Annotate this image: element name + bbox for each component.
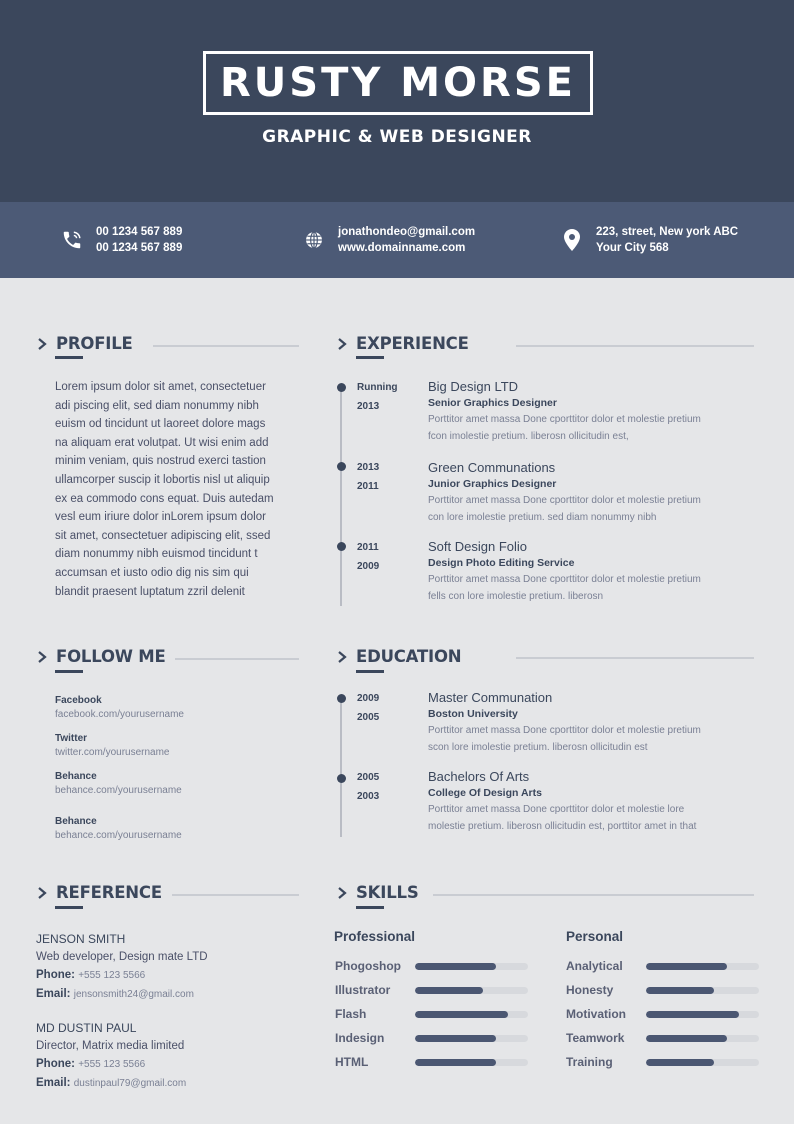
education-date [357, 689, 379, 727]
follow-url[interactable]: behance.com/yourusername [55, 830, 182, 841]
phone-icon [60, 228, 84, 252]
chevron-right-icon [336, 649, 348, 665]
profile-line: na aliquam erat volutpat. Ut wisi enim add [55, 436, 269, 449]
experience-underline [356, 356, 384, 359]
profile-line: accumsan et iusto odio dig nis sim qui [55, 566, 249, 579]
experience-entry [428, 378, 758, 445]
chevron-right-icon [36, 649, 48, 665]
follow-url[interactable]: behance.com/yourusername [55, 785, 182, 796]
entry-title: Bachelors Of Arts [428, 769, 530, 784]
skill-name: Teamwork [566, 1031, 625, 1045]
experience-date [357, 378, 398, 416]
entry-title: Soft Design Folio [428, 539, 527, 554]
chevron-right-icon [36, 885, 48, 901]
email-label: Email: [36, 1077, 71, 1089]
location-pin-icon [560, 228, 584, 252]
reference-underline [55, 906, 83, 909]
skill-bar-fill [415, 1011, 508, 1018]
experience-heading [336, 334, 469, 353]
follow-item-behance-2[interactable] [55, 815, 182, 843]
follow-heading [36, 647, 166, 666]
skill-bar-track [415, 987, 528, 994]
skill-bar-track [646, 963, 759, 970]
entry-desc: fells con lore imolestie pretium. liberosn [428, 591, 604, 602]
date-end: Running [357, 382, 398, 393]
entry-subtitle: College Of Design Arts [428, 787, 542, 799]
skill-name: Motivation [566, 1007, 626, 1021]
profile-line: minim veniam, quis nostrud exerci tastion [55, 455, 266, 468]
skill-row [335, 956, 528, 976]
skill-bar-track [646, 1059, 759, 1066]
job-title: GRAPHIC & WEB DESIGNER [262, 127, 532, 147]
reference-role: Web developer, Design mate LTD [36, 951, 208, 963]
experience-date [357, 458, 379, 496]
skill-bar-fill [646, 987, 714, 994]
skill-bar-fill [646, 1011, 739, 1018]
education-heading [336, 647, 461, 666]
profile-line: vesl eum iriure dolor inLorem ipsum dolor [55, 511, 266, 524]
skill-name: Honesty [566, 983, 614, 997]
skill-bar-track [646, 1011, 759, 1018]
reference-item [36, 930, 208, 1004]
education-timeline [340, 697, 342, 837]
entry-desc: scon lore imolestie pretium. liberosn ollicitudin est [428, 742, 648, 753]
profile-heading [36, 334, 133, 353]
email-label: Email: [36, 988, 71, 1000]
contact-website: www.domainname.com [338, 242, 466, 254]
profile-underline [55, 356, 83, 359]
skill-row [566, 1028, 759, 1048]
follow-url[interactable]: facebook.com/yourusername [55, 709, 184, 720]
name-box [203, 51, 593, 115]
entry-subtitle: Junior Graphics Designer [428, 478, 557, 490]
entry-title: Master Communation [428, 690, 553, 705]
reference-name: MD DUSTIN PAUL [36, 1021, 137, 1035]
contact-bar [0, 202, 794, 278]
experience-date [357, 538, 379, 576]
skill-name: Indesign [335, 1031, 385, 1045]
skill-name: Phogoshop [335, 959, 401, 973]
contact-web [302, 224, 475, 256]
contact-address-2: Your City 568 [596, 242, 669, 254]
skill-bar-track [415, 1035, 528, 1042]
profile-line: ullamcorper suscip it lobortis nisl ut aliquip [55, 473, 270, 486]
date-start: 2011 [357, 481, 379, 492]
contact-phone-2: 00 1234 567 889 [96, 242, 183, 254]
entry-desc: Porttitor amet massa Done cporttitor dolor et molestie pretium [428, 495, 701, 506]
timeline-dot [337, 462, 346, 471]
date-end: 2005 [357, 772, 380, 783]
skills-rule [433, 894, 754, 896]
follow-label: Behance [55, 771, 97, 782]
skills-title: SKILLS [356, 883, 419, 902]
profile-line: adi piscing elit, sed diam nonummy nibh [55, 399, 259, 412]
entry-subtitle: Boston University [428, 708, 518, 720]
contact-phone [60, 224, 182, 256]
follow-item-behance[interactable] [55, 770, 182, 798]
reference-heading [36, 883, 162, 902]
entry-desc: Porttitor amet massa Done cporttitor dolor et molestie pretium [428, 414, 701, 425]
reference-rule [172, 894, 299, 896]
experience-timeline [340, 386, 342, 606]
entry-desc: con lore imolestie pretium. sed diam nonummy nibh [428, 512, 657, 523]
skill-name: Training [566, 1055, 613, 1069]
skill-bar-track [415, 963, 528, 970]
entry-title: Green Communations [428, 460, 556, 475]
entry-subtitle: Senior Graphics Designer [428, 397, 557, 409]
skill-row [335, 1004, 528, 1024]
date-end: 2011 [357, 542, 379, 553]
education-title: EDUCATION [356, 647, 462, 666]
profile-line: ex ea commodo cons equat. Duis autedam [55, 492, 274, 505]
chevron-right-icon [36, 336, 48, 352]
profile-line: euism od tincidunt ut laoreet dolore mags [55, 418, 266, 431]
skill-bar-fill [646, 1059, 714, 1066]
skills-heading [336, 883, 419, 902]
skill-bar-fill [415, 963, 496, 970]
phone-label: Phone: [36, 969, 75, 981]
skill-name: Analytical [566, 959, 623, 973]
skills-personal-title: Personal [566, 929, 624, 944]
reference-title: REFERENCE [56, 883, 162, 902]
timeline-dot [337, 694, 346, 703]
chevron-right-icon [336, 885, 348, 901]
skills-professional-title: Professional [334, 929, 416, 944]
reference-phone: +555 123 5566 [78, 1059, 146, 1070]
skill-name: HTML [335, 1055, 369, 1069]
experience-rule [516, 345, 754, 347]
follow-underline [55, 670, 83, 673]
profile-line: blandit praesent luptatum zzril delenit [55, 585, 245, 598]
skill-bar-fill [646, 963, 727, 970]
timeline-dot [337, 774, 346, 783]
globe-icon [302, 228, 326, 252]
education-entry [428, 768, 758, 835]
skill-bar-track [415, 1011, 528, 1018]
skill-row [566, 1004, 759, 1024]
education-underline [356, 670, 384, 673]
follow-title: FOLLOW ME [56, 647, 166, 666]
follow-rule [175, 658, 299, 660]
date-end: 2013 [357, 462, 380, 473]
skill-row [335, 1052, 528, 1072]
chevron-right-icon [336, 336, 348, 352]
skill-row [566, 980, 759, 1000]
date-start: 2003 [357, 791, 380, 802]
profile-rule [153, 345, 299, 347]
profile-line: sit amet, consectetuer adipiscing elit, ssed [55, 529, 271, 542]
reference-email[interactable]: dustinpaul79@gmail.com [73, 1078, 187, 1089]
education-entry [428, 689, 758, 756]
contact-phone-1: 00 1234 567 889 [96, 226, 183, 238]
skill-name: Illustrator [335, 983, 391, 997]
contact-address-1: 223, street, New york ABC [596, 226, 739, 238]
phone-label: Phone: [36, 1058, 75, 1070]
skill-bar-track [415, 1059, 528, 1066]
entry-desc: fcon imolestie pretium. liberosn ollicitudin est, [428, 431, 629, 442]
person-name: RUSTY MORSE [219, 60, 576, 106]
reference-item [36, 1019, 186, 1093]
entry-desc: Porttitor amet massa Done cporttitor dolor et molestie pretium [428, 574, 701, 585]
profile-line: Lorem ipsum dolor sit amet, consectetuer [55, 381, 266, 393]
timeline-dot [337, 383, 346, 392]
contact-email: jonathondeo@gmail.com [338, 226, 476, 238]
follow-label: Behance [55, 816, 97, 827]
skill-name: Flash [335, 1007, 367, 1021]
entry-desc: Porttitor amet massa Done cporttitor dolor et molestie lore [428, 804, 685, 815]
education-date [357, 768, 379, 806]
follow-url[interactable]: twitter.com/yourusername [55, 747, 170, 758]
entry-desc: molestie pretium. liberosn ollicitudin est, porttitor amet in that [428, 821, 697, 832]
reference-name: JENSON SMITH [36, 932, 126, 946]
date-end: 2009 [357, 693, 380, 704]
skill-row [335, 980, 528, 1000]
follow-label: Facebook [55, 695, 102, 706]
skill-bar-track [646, 1035, 759, 1042]
skill-row [335, 1028, 528, 1048]
date-start: 2013 [357, 401, 380, 412]
resume-header [0, 0, 794, 202]
skills-underline [356, 906, 384, 909]
timeline-dot [337, 542, 346, 551]
profile-title: PROFILE [56, 334, 133, 353]
skill-bar-fill [646, 1035, 727, 1042]
entry-subtitle: Design Photo Editing Service [428, 557, 575, 569]
skill-bar-track [646, 987, 759, 994]
reference-phone: +555 123 5566 [78, 970, 146, 981]
date-start: 2009 [357, 561, 380, 572]
reference-role: Director, Matrix media limited [36, 1040, 185, 1052]
entry-title: Big Design LTD [428, 379, 519, 394]
experience-entry [428, 538, 758, 605]
reference-email[interactable]: jensonsmith24@gmail.com [73, 989, 194, 1000]
experience-title: EXPERIENCE [356, 334, 469, 353]
skill-row [566, 1052, 759, 1072]
skill-row [566, 956, 759, 976]
profile-line: diam nonummy nibh euismod tincidunt t [55, 548, 258, 561]
follow-item-twitter[interactable] [55, 732, 170, 760]
skill-bar-fill [415, 1035, 496, 1042]
contact-address [560, 224, 738, 256]
experience-entry [428, 459, 758, 526]
skill-bar-fill [415, 987, 483, 994]
profile-text [55, 378, 300, 601]
follow-item-facebook[interactable] [55, 694, 184, 722]
date-start: 2005 [357, 712, 380, 723]
entry-desc: Porttitor amet massa Done cporttitor dolor et molestie pretium [428, 725, 701, 736]
follow-label: Twitter [55, 733, 88, 744]
education-rule [516, 657, 754, 659]
skill-bar-fill [415, 1059, 496, 1066]
